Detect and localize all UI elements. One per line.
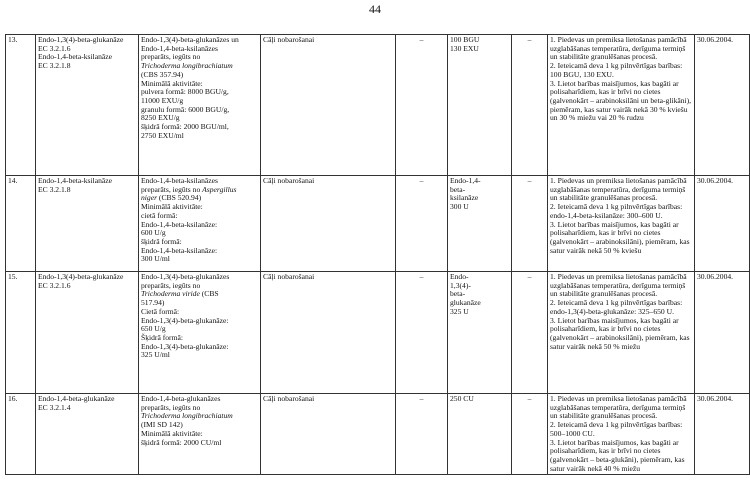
max-age-value: – <box>419 35 424 44</box>
preparation-line: Endo-1,4-beta-glukanāzes <box>141 394 221 403</box>
additive-name-line: EC 3.2.1.4 <box>38 402 71 412</box>
additives-table <box>5 34 750 475</box>
max-age-value: – <box>419 272 424 281</box>
condition-paragraph: 3. Lietot barības maisījumos, kas bagāti ar polisaharīdiem, kas ir brīvi no cietes (galvenokārt – beta-glukāni), piemēram, kas satur vairāk nekā 40 % miežu <box>550 437 685 473</box>
table-row <box>6 394 750 475</box>
condition-paragraph: 2. Ieteicamā deva 1 kg pilnvērtīgas barības: 500–1000 CU. <box>550 420 683 438</box>
additive-name-line: Endo-1,3(4)-beta-glukanāze <box>38 35 124 44</box>
max-age-cell <box>396 272 448 394</box>
animal-category-cell <box>261 272 396 394</box>
preparation-line: Minimālā aktivitāte: <box>141 202 203 212</box>
min-dose-line: Endo- <box>450 272 469 281</box>
preparation-line: Trichoderma longibrachiatum <box>141 411 233 421</box>
preparation-line: Minimālā aktivitāte: <box>141 78 203 88</box>
validity-date: 30.06.2004. <box>697 272 734 281</box>
preparation-line: 650 U/g <box>141 324 166 334</box>
max-dose-cell <box>512 35 548 176</box>
min-dose-line: 130 EXU <box>450 43 479 53</box>
animal-category-cell <box>261 394 396 475</box>
table-row <box>6 272 750 394</box>
condition-paragraph: 1. Piedevas un premiksa lietošanas pamācībā uzglabāšanas temperatūra, derīguma termiņš un stabilitāte granulēšanas procesā. <box>550 176 687 203</box>
preparation-line: Cietā formā: <box>141 306 180 316</box>
validity-date-cell <box>695 394 750 475</box>
condition-paragraph: 1. Piedevas un premiksa lietošanas pamācībā uzglabāšanas temperatūra, derīguma termiņš un stabilitāte granulēšanas procesā. <box>550 394 687 421</box>
min-dose-line: 100 BGU <box>450 35 480 44</box>
animal-category: Cāļi nobarošanai <box>263 272 315 281</box>
preparation-line: šķidrā formā: 2000 CU/ml <box>141 437 222 447</box>
min-dose-line: beta- <box>450 184 466 194</box>
conditions-cell <box>548 35 695 176</box>
min-dose-line: ksilanāze <box>450 193 479 203</box>
row-number-cell <box>6 35 36 176</box>
preparation-line: pulvera formā: 8000 BGU/g, <box>141 87 229 97</box>
preparation-line: Trichoderma viride (CBS <box>141 289 219 299</box>
preparation-line: Endo-1,3(4)-beta-glukanāzes <box>141 272 230 281</box>
max-dose-cell <box>512 272 548 394</box>
preparation-cell <box>139 35 261 176</box>
min-dose-line: 325 U <box>450 306 469 316</box>
row-number: 14. <box>8 176 18 185</box>
min-dose-line: beta- <box>450 289 466 299</box>
preparation-cell <box>139 272 261 394</box>
conditions-cell <box>548 394 695 475</box>
preparation-line: (CBS 357.94) <box>141 69 184 79</box>
validity-date-cell <box>695 35 750 176</box>
preparation-line: 11000 EXU/g <box>141 95 184 105</box>
validity-date-cell <box>695 176 750 272</box>
max-dose-cell <box>512 176 548 272</box>
max-age-cell <box>396 35 448 176</box>
condition-paragraph: 2. Ieteicamā deva 1 kg pilnvērtīgas barības: endo-1,4-beta-ksilanāze: 300–600 U. <box>550 202 683 220</box>
condition-paragraph: 2. Ieteicamā deva 1 kg pilnvērtīgas barības: <box>550 298 683 308</box>
preparation-line: Endo-1,4-beta-ksilanāze: <box>141 245 218 255</box>
table-row <box>6 176 750 272</box>
additive-name-cell <box>36 272 139 394</box>
additive-name-cell <box>36 35 139 176</box>
min-dose-cell <box>448 35 512 176</box>
page-number: 44 <box>369 2 381 16</box>
additive-name-line: EC 3.2.1.8 <box>38 61 71 71</box>
condition-paragraph: 2. Ieteicamā deva 1 kg pilnvērtīgas barības: <box>550 61 683 71</box>
animal-category: Cāļi nobarošanai <box>263 35 315 44</box>
max-age-value: – <box>419 176 424 185</box>
preparation-cell <box>139 176 261 272</box>
preparation-line: Endo-1,3(4)-beta-glukanāzes un <box>141 35 239 44</box>
additive-name-line: EC 3.2.1.6 <box>38 43 71 53</box>
min-dose-line: 250 CU <box>450 394 474 403</box>
preparation-line: (IMI SD 142) <box>141 420 183 430</box>
validity-date-cell <box>695 272 750 394</box>
max-dose-cell <box>512 394 548 475</box>
additive-name-line: EC 3.2.1.6 <box>38 280 71 290</box>
min-dose-line: Endo-1,4- <box>450 176 481 185</box>
min-dose-cell <box>448 394 512 475</box>
max-age-cell <box>396 176 448 272</box>
additive-name-line: Endo-1,4-beta-ksilanāze <box>38 52 113 62</box>
row-number-cell <box>6 272 36 394</box>
condition-paragraph: 1. Piedevas un premiksa lietošanas pamācībā uzglabāšanas temperatūra, derīguma termiņš un stabilitāte granulēšanas procesā. <box>550 272 687 299</box>
preparation-line: šķidrā formā: <box>141 236 182 246</box>
animal-category: Cāļi nobarošanai <box>263 176 315 185</box>
additive-name-cell <box>36 394 139 475</box>
condition-paragraph: 3. Lietot barības maisījumos, kas bagāti ar polisaharīdiem, kas ir brīvi no cietes (galvenokārt – arabinoksilāni un beta-glikāni), piemēram, kas satur vairāk nekā 30 % kviešu un 30 % miežu vai 20 % rudzu <box>550 78 692 123</box>
preparation-line: 600 U/g <box>141 228 166 238</box>
table-row <box>6 35 750 176</box>
min-dose-line: 1,3(4)- <box>450 280 471 290</box>
preparation-line: Endo-1,4-beta-ksilanāzes <box>141 43 218 53</box>
animal-category-cell <box>261 35 396 176</box>
preparation-line: Šķidrā formā: <box>141 332 183 342</box>
animal-category-cell <box>261 176 396 272</box>
additive-name-cell <box>36 176 139 272</box>
max-dose-value: – <box>527 272 532 281</box>
preparation-line: preparāts, iegūts no <box>141 280 201 290</box>
preparation-line: šķidrā formā: 2000 BGU/ml, <box>141 122 229 132</box>
condition-paragraph: 1. Piedevas un premiksa lietošanas pamācībā uzglabāšanas temperatūra, derīguma termiņš un stabilitāte granulēšanas procesā. <box>550 35 687 62</box>
preparation-line: 8250 EXU/g <box>141 113 180 123</box>
preparation-line: Endo-1,3(4)-beta-glukanāze: <box>141 315 229 325</box>
row-number-cell <box>6 394 36 475</box>
preparation-line: 2750 EXU/ml <box>141 130 184 140</box>
conditions-cell <box>548 176 695 272</box>
max-dose-value: – <box>527 394 532 403</box>
max-dose-value: – <box>527 176 532 185</box>
animal-category: Cāļi nobarošanai <box>263 394 315 403</box>
preparation-line: niger (CBS 520.94) <box>141 193 202 203</box>
additive-name-line: EC 3.2.1.8 <box>38 184 71 194</box>
additive-name-line: Endo-1,4-beta-glukanāze <box>38 394 115 403</box>
preparation-line: 300 U/ml <box>141 254 170 264</box>
condition-paragraph: 3. Lietot barības maisījumos, kas bagāti ar polisaharīdiem, kas ir brīvi no cietes (galvenokārt – arabinoksilāni), piemēram, kas satur vairāk nekā 50 % miežu <box>550 315 690 351</box>
min-dose-line: glukanāze <box>450 298 481 308</box>
row-number-cell <box>6 176 36 272</box>
preparation-line: cietā formā: <box>141 210 178 220</box>
row-number: 16. <box>8 394 18 403</box>
preparation-line: Minimālā aktivitāte: <box>141 428 203 438</box>
preparation-line: preparāts, iegūts no <box>141 52 201 62</box>
preparation-line: Endo-1,4-beta-ksilanāze: <box>141 219 218 229</box>
preparation-line: 517.94) <box>141 298 165 308</box>
condition-paragraph: 3. Lietot barības maisījumos, kas bagāti ar polisaharīdiem, kas ir brīvi no cietes (galvenokārt – arabinoksilāni), piemēram, kas satur vairāk nekā 50 % kviešu <box>550 219 690 255</box>
preparation-line: Endo-1,3(4)-beta-glukanāze: <box>141 341 229 351</box>
preparation-line: preparāts, iegūts no <box>141 402 201 412</box>
validity-date: 30.06.2004. <box>697 394 734 403</box>
preparation-line: Endo-1,4-beta-ksilanāzes <box>141 176 218 185</box>
min-dose-line: 300 U <box>450 202 469 212</box>
validity-date: 30.06.2004. <box>697 176 734 185</box>
preparation-line: preparāts, iegūts no Aspergillus <box>141 184 237 194</box>
condition-paragraph: 100 BGU, 130 EXU. <box>550 69 614 79</box>
condition-paragraph: endo-1,3(4)-beta-glukanāze: 325–650 U. <box>550 306 674 316</box>
additive-name-line: Endo-1,3(4)-beta-glukanāze <box>38 272 124 281</box>
max-dose-value: – <box>527 35 532 44</box>
preparation-cell <box>139 394 261 475</box>
row-number: 15. <box>8 272 18 281</box>
min-dose-cell <box>448 176 512 272</box>
validity-date: 30.06.2004. <box>697 35 734 44</box>
conditions-cell <box>548 272 695 394</box>
max-age-cell <box>396 394 448 475</box>
additive-name-line: Endo-1,4-beta-ksilanāze <box>38 176 113 185</box>
preparation-line: Trichoderma longibrachiatum <box>141 61 233 71</box>
row-number: 13. <box>8 35 18 44</box>
min-dose-cell <box>448 272 512 394</box>
max-age-value: – <box>419 394 424 403</box>
preparation-line: 325 U/ml <box>141 350 170 360</box>
preparation-line: granulu formā: 6000 BGU/g, <box>141 104 230 114</box>
